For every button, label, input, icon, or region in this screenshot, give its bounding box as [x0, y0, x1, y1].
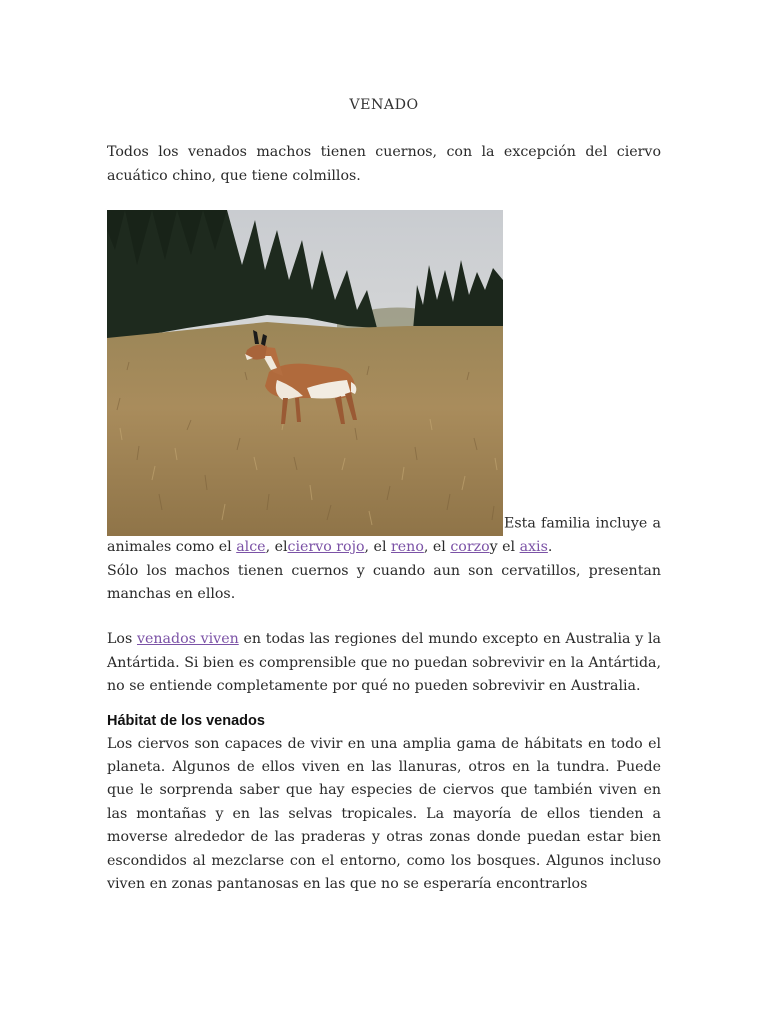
spacer	[107, 606, 661, 628]
page-title: VENADO	[349, 97, 419, 113]
family-text: Esta familia incluye a animales como el	[107, 515, 661, 556]
link-corzo[interactable]: corzo	[450, 539, 490, 556]
grassland-antelope-image	[107, 210, 503, 536]
regions-paragraph	[107, 628, 661, 698]
link-ciervo-rojo[interactable]: ciervo rojo	[287, 539, 365, 556]
family-text: .	[547, 539, 553, 556]
intro-paragraph: Todos los venados machos tienen cuernos, con la excepción del ciervo acuático chino, que tiene colmillos.	[107, 144, 661, 184]
regions-text: en todas las regiones del mundo excepto en Australia y la Antártida. Si bien es comprensible que no puedan sobrevivir en la Antártida, no se entiende completamente por qué no pueden sobrevivir en Australia.	[107, 631, 661, 695]
antelope-photo	[107, 210, 503, 536]
link-venados-viven[interactable]: venados viven	[136, 631, 239, 648]
family-paragraph	[107, 210, 661, 559]
spots-paragraph: Sólo los machos tienen cuernos y cuando aun son cervatillos, presentan manchas en ellos.	[107, 562, 661, 603]
family-text: y el	[489, 539, 520, 556]
link-reno[interactable]: reno	[391, 539, 424, 556]
family-text: , el	[265, 539, 288, 556]
family-text: , el	[423, 539, 451, 556]
habitat-paragraph: Los ciervos son capaces de vivir en una amplia gama de hábitats en todo el planeta. Algunos de ellos viven en las llanuras, otros en la tundra. Puede que le sorprenda saber que hay especies de ciervos que también viven en las montañas y en las selvas tropicales. La mayoría de ellos tienden a moverse alrededor de las praderas y otras zonas donde puedan estar bien escondidos al mezclarse con el entorno, como los bosques. Algunos incluso viven en zonas pantanosas en las que no se esperaría encontrarlos	[107, 735, 661, 893]
spacer	[107, 699, 661, 709]
document-body	[107, 94, 661, 897]
regions-text: Los	[107, 631, 137, 648]
link-axis[interactable]: axis	[519, 539, 548, 556]
habitat-heading: Hábitat de los venados	[107, 712, 265, 729]
spacer	[107, 188, 661, 210]
family-text: , el	[364, 539, 391, 556]
link-alce[interactable]: alce	[236, 539, 266, 556]
